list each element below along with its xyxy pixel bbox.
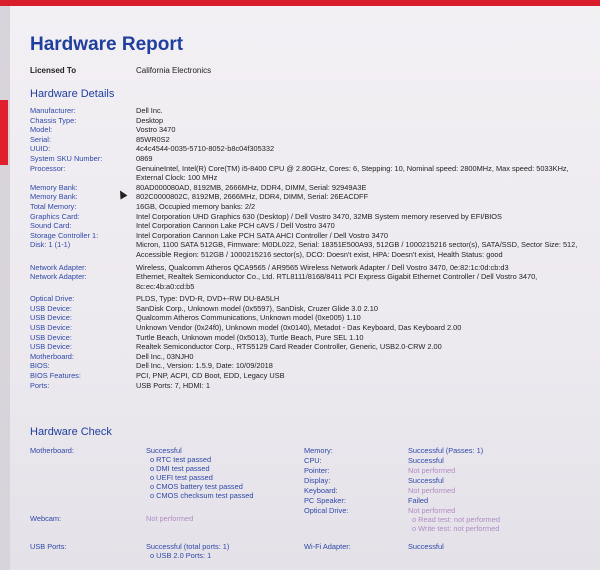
detail-key: USB Device: [30, 323, 72, 333]
detail-key: Motherboard: [30, 351, 74, 361]
detail-row [30, 304, 590, 314]
hardware-check-title: Hardware Check [30, 426, 112, 438]
licensed-value: California Electronics [136, 66, 212, 75]
check-sub-item: o UEFI test passed [150, 473, 254, 482]
detail-row [30, 263, 590, 273]
check-key-optical: Optical Drive: [304, 506, 349, 515]
detail-key: Ports: [30, 380, 50, 390]
check-value-pointer: Not performed [408, 466, 456, 475]
detail-key: Processor: [30, 163, 66, 173]
detail-value: Intel Corporation UHD Graphics 630 (Desktop) / Dell Vostro 3470, 32MB System memory reserved by EFI/BIOS [136, 211, 502, 221]
detail-key: Sound Card: [30, 221, 72, 231]
detail-row [30, 313, 590, 323]
check-value-cpu: Successful [408, 456, 444, 465]
check-sub-item: o DMI test passed [150, 464, 254, 473]
detail-row [30, 333, 590, 343]
detail-row [30, 342, 590, 352]
check-value-keyboard: Not performed [408, 486, 456, 495]
check-value-webcam: Not performed [146, 514, 194, 523]
detail-key: Serial: [30, 134, 51, 144]
detail-row [30, 371, 590, 381]
detail-row [30, 116, 590, 126]
detail-key: USB Device: [30, 303, 72, 313]
detail-key: Manufacturer: [30, 106, 76, 115]
check-key-webcam: Webcam: [30, 514, 62, 523]
check-value-memory: Successful (Passes: 1) [408, 446, 484, 455]
detail-value: Ethernet, Realtek Semiconductor Co., Ltd. RTL8111/8168/8411 PCI Express Gigabit Ethernet Controller / Dell Vostro 3470, 8c:ec:4b:a0:cd:b5 [136, 272, 538, 291]
check-value-wifi: Successful [408, 542, 444, 551]
detail-value: Turtle Beach, Unknown model (0x5013), Turtle Beach, Pure SEL 1.10 [136, 332, 364, 342]
detail-value: Dell Inc., Version: 1.5.9, Date: 10/09/2018 [136, 361, 273, 371]
check-sub-item: o CMOS battery test passed [150, 482, 254, 491]
detail-row [30, 381, 590, 391]
check-status: Successful (total ports: 1) [146, 542, 230, 551]
check-key-usb: USB Ports: [30, 542, 67, 551]
detail-value: 80AD000080AD, 8192MB, 2666MHz, DDR4, DIMM, Serial: 92949A3E [136, 182, 367, 192]
report-page [10, 6, 600, 570]
detail-key: Graphics Card: [30, 211, 80, 221]
check-value-usb [146, 542, 229, 560]
detail-key: Chassis Type: [30, 115, 77, 125]
detail-row [30, 125, 590, 135]
detail-row [30, 154, 590, 164]
check-key-pointer: Pointer: [304, 466, 330, 475]
check-key-keyboard: Keyboard: [304, 486, 338, 495]
detail-value: 16GB, Occupied memory banks: 2/2 [136, 201, 256, 211]
check-key-speaker: PC Speaker: [304, 496, 346, 505]
detail-key: Optical Drive: [30, 294, 75, 304]
detail-row [30, 202, 590, 212]
detail-value: Realtek Semiconductor Corp., RTS5129 Card Reader Controller, Generic, USB2.0-CRW 2.00 [136, 342, 442, 352]
detail-row [30, 164, 590, 183]
check-sub-item: o RTC test passed [150, 455, 254, 464]
detail-key: USB Device: [30, 342, 72, 352]
check-status: Successful [146, 446, 182, 455]
check-key-cpu: CPU: [304, 456, 322, 465]
detail-value: Dell Inc. [136, 106, 163, 115]
detail-value: GenuineIntel, Intel(R) Core(TM) i5-8400 CPU @ 2.80GHz, Cores: 6, Stepping: 10, Nominal speed: 2800MHz, Max speed: 5033KHz, External Clock: 100 MHz [136, 163, 569, 183]
detail-key: System SKU Number: [30, 153, 103, 163]
detail-value: Wireless, Qualcomm Atheros QCA9565 / AR9565 Wireless Network Adapter / Dell Vostro 3470, 0e:82:1c:0d:cb:d3 [136, 262, 509, 272]
detail-key: UUID: [30, 144, 51, 154]
detail-key: BIOS Features: [30, 371, 81, 381]
detail-value: Intel Corporation Cannon Lake PCH SATA AHCI Controller / Dell Vostro 3470 [136, 230, 388, 240]
detail-value: 4c4c4544-0035-5710-8052-b8c04f305332 [136, 144, 275, 154]
left-red-bar [0, 100, 8, 165]
check-value-motherboard [146, 446, 254, 500]
detail-value: USB Ports: 7, HDMI: 1 [136, 380, 210, 390]
detail-value: Vostro 3470 [136, 125, 176, 135]
check-sub-item: o USB 2.0 Ports: 1 [150, 551, 229, 560]
detail-key: Storage Controller 1: [30, 230, 99, 240]
detail-row [30, 272, 590, 291]
detail-key: BIOS: [30, 361, 50, 371]
check-key-wifi: Wi-Fi Adapter: [304, 542, 351, 551]
check-value-optical [408, 506, 500, 533]
detail-row [30, 323, 590, 333]
detail-value: Dell Inc., 03NJH0 [136, 351, 194, 361]
check-key-motherboard: Motherboard: [30, 446, 74, 455]
detail-value: PCI, PNP, ACPI, CD Boot, EDD, Legacy USB [136, 371, 285, 381]
detail-value: 802C0000802C, 8192MB, 2666MHz, DDR4, DIMM, Serial: 26EACDFF [136, 192, 369, 202]
detail-value: Desktop [136, 115, 164, 125]
detail-row [30, 294, 590, 304]
detail-key: Network Adapter: [30, 272, 87, 282]
check-value-display: Successful [408, 476, 444, 485]
detail-row [30, 106, 590, 116]
licensed-label: Licensed To [30, 66, 77, 75]
detail-row [30, 221, 590, 231]
check-sub-item: o Read test: not performed [412, 515, 500, 524]
detail-key: Memory Bank: [30, 192, 78, 202]
check-value-speaker: Failed [408, 496, 429, 505]
detail-value: PLDS, Type: DVD-R, DVD+-RW DU-8A5LH [136, 294, 280, 304]
check-status: Not performed [408, 506, 456, 515]
check-key-memory: Memory: [304, 446, 333, 455]
detail-value: Unknown Vendor (0x24f0), Unknown model (0x0140), Metadot - Das Keyboard, Das Keyboard 2.00 [136, 323, 462, 333]
detail-row [30, 352, 590, 362]
detail-row [30, 240, 590, 259]
detail-key: Network Adapter: [30, 262, 87, 272]
detail-key: USB Device: [30, 332, 72, 342]
detail-row [30, 212, 590, 222]
detail-value: 85WR0S2 [136, 134, 170, 144]
detail-row [30, 192, 590, 202]
detail-value: Qualcomm Atheros Communications, Unknown model (0xe005) 1.10 [136, 313, 361, 323]
detail-row [30, 361, 590, 371]
detail-key: Model: [30, 125, 53, 135]
detail-row [30, 135, 590, 145]
detail-key: Memory Bank: [30, 182, 78, 192]
detail-key: USB Device: [30, 313, 72, 323]
check-sub-item: o CMOS checksum test passed [150, 491, 254, 500]
hardware-details-table [30, 106, 590, 390]
detail-row [30, 183, 590, 193]
page-title: Hardware Report [30, 34, 184, 55]
hardware-details-title: Hardware Details [30, 88, 115, 100]
check-key-display: Display: [304, 476, 331, 485]
detail-value: 0869 [136, 153, 153, 163]
detail-value: Micron, 1100 SATA 512GB, Firmware: M0DL022, Serial: 18351E500A93, 512GB / 1000215216 sector(s), SATA/SSD, Sector Size: 512, Accessible Region: 512GB / 1000215216 sector(s), DCO: Doesn't exist, HPA: Doesn't exist, Health Status: good [136, 240, 578, 259]
detail-row [30, 231, 590, 241]
detail-value: SanDisk Corp., Unknown model (0x5597), SanDisk, Cruzer Glide 3.0 2.10 [136, 303, 378, 313]
detail-value: Intel Corporation Cannon Lake PCH cAVS / Dell Vostro 3470 [136, 221, 335, 231]
detail-key: Disk: 1 (1-1) [30, 240, 71, 250]
detail-key: Total Memory: [30, 201, 77, 211]
detail-row [30, 144, 590, 154]
check-sub-item: o Write test: not performed [412, 524, 500, 533]
